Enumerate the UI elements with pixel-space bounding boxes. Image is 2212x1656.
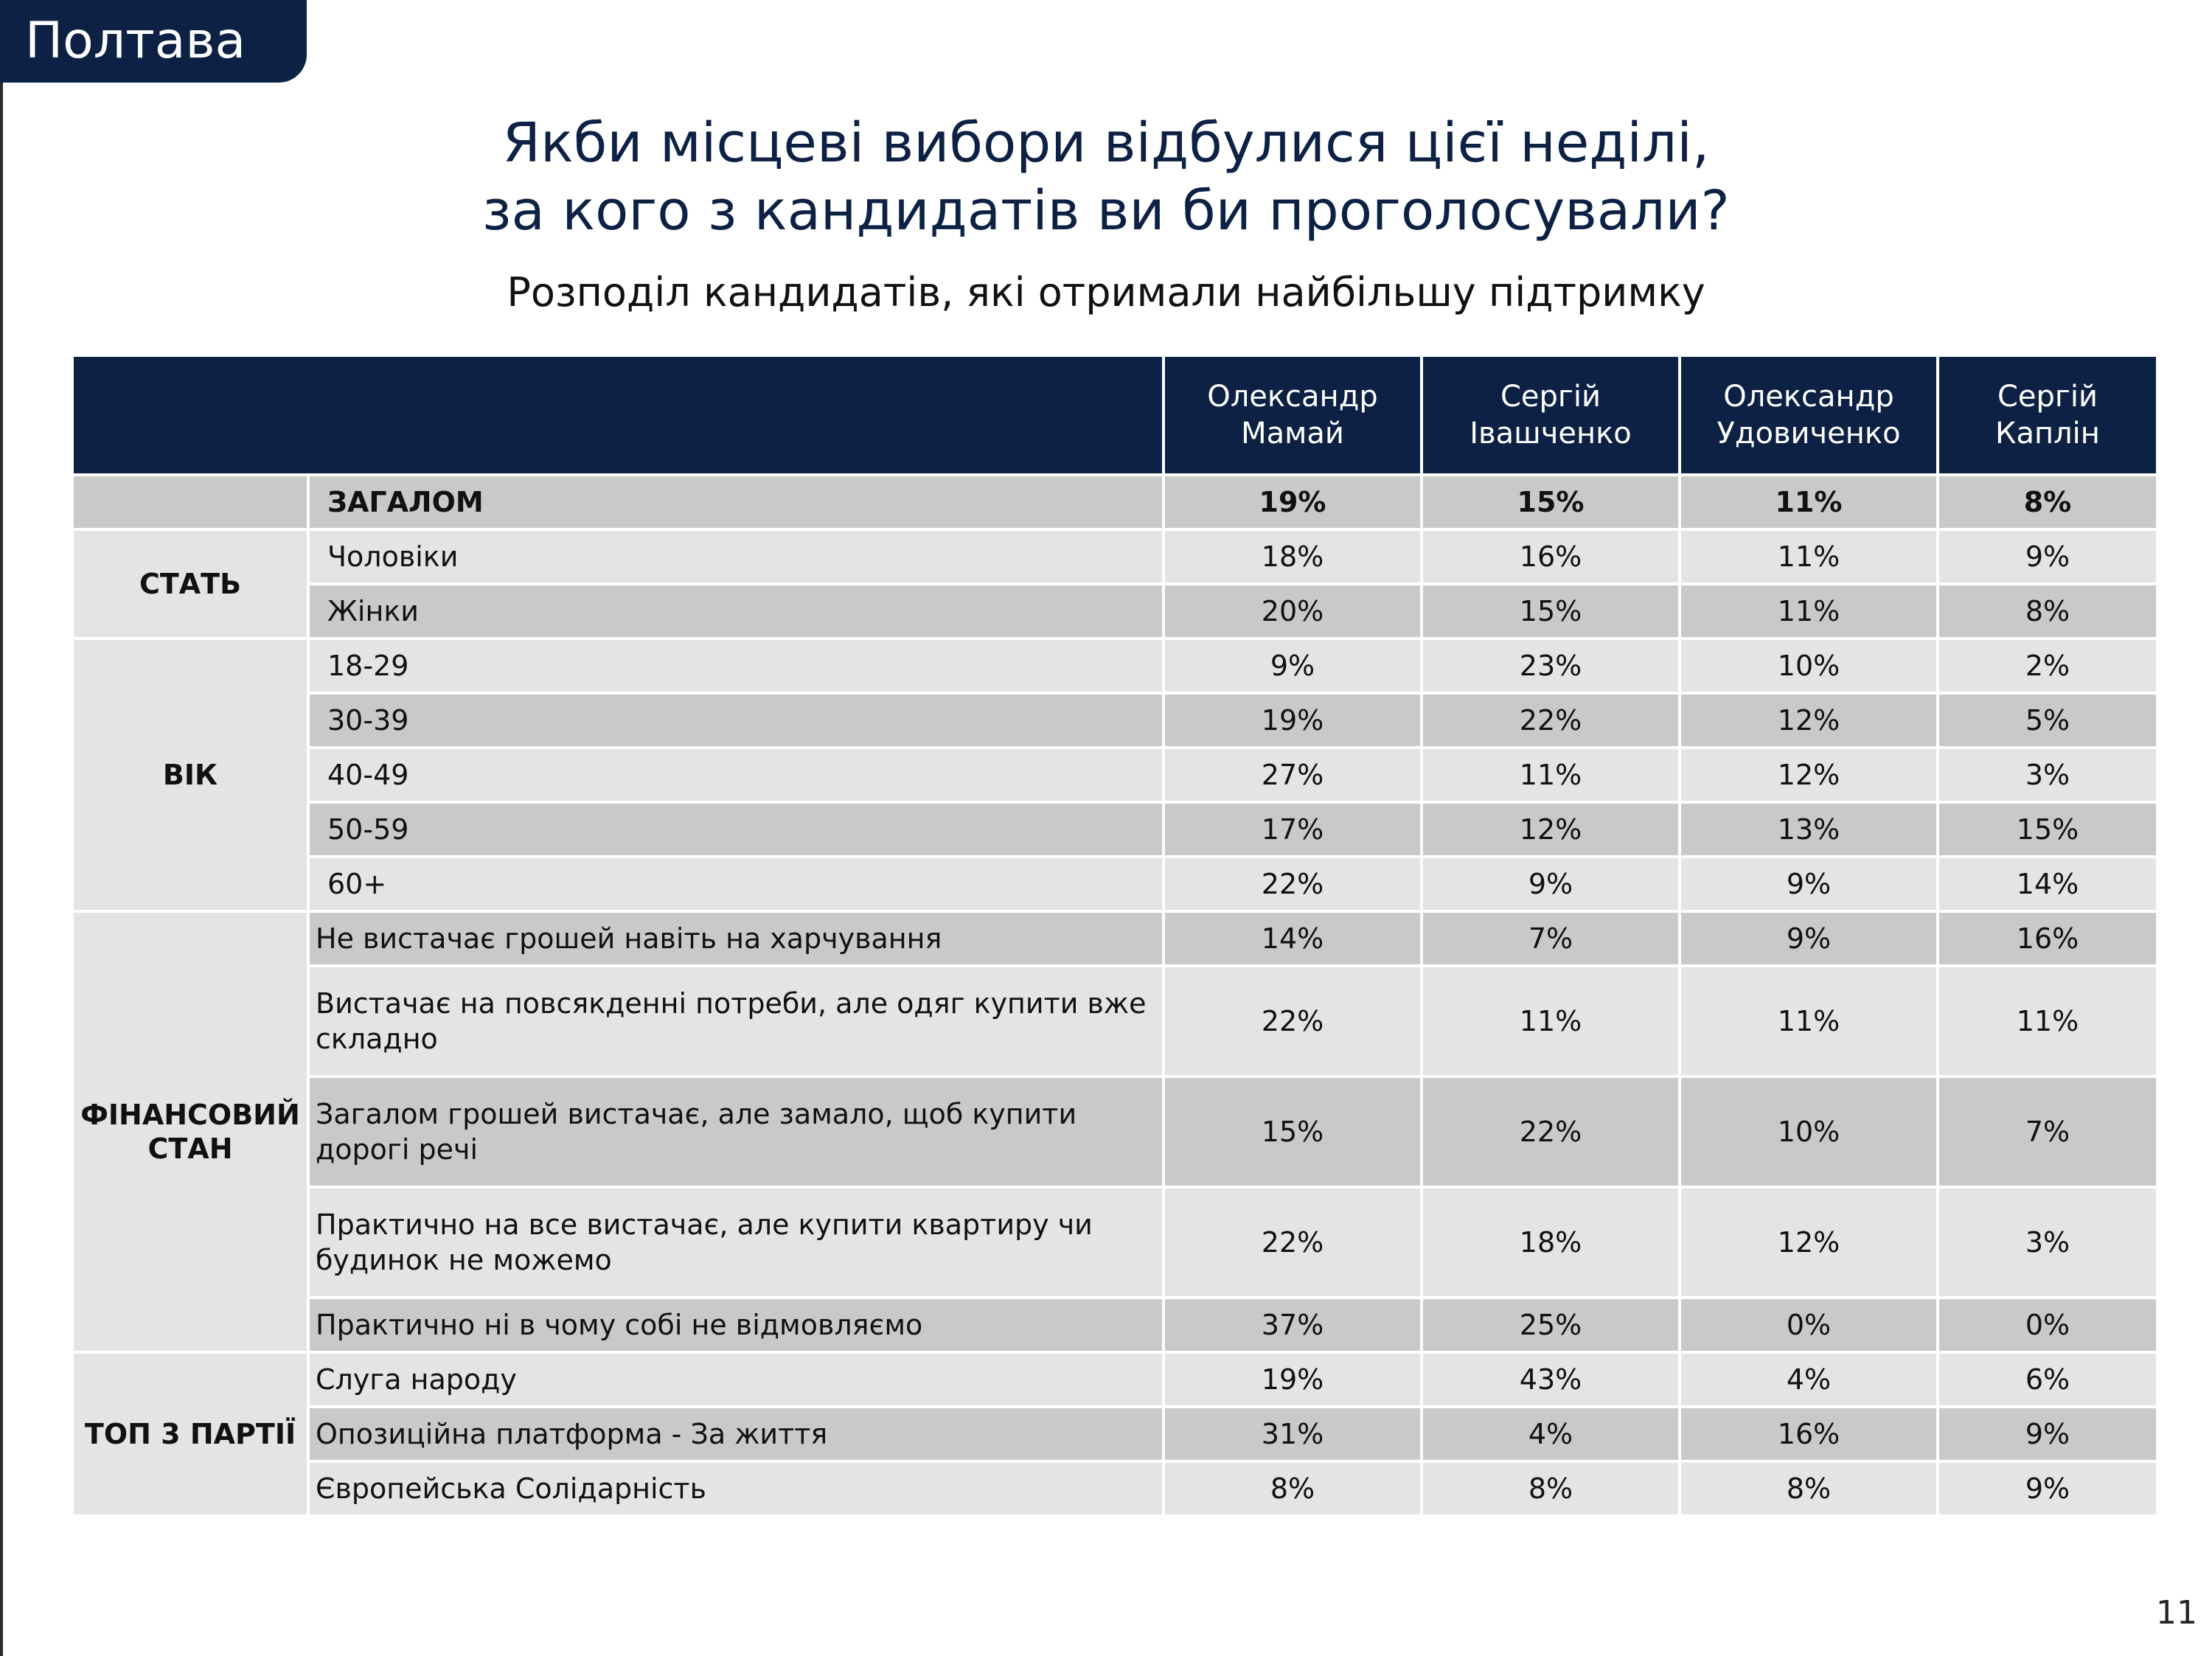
table-row [74, 476, 2156, 528]
value-cell: 14% [1939, 858, 2156, 910]
value-cell: 12% [1681, 749, 1936, 801]
table-row [74, 804, 2156, 855]
row-label: Вистачає на повсякденні потреби, але одяг купити вже складно [310, 967, 1162, 1075]
value-cell: 13% [1681, 804, 1936, 855]
table-row [74, 695, 2156, 746]
value-cell: 19% [1165, 1354, 1420, 1405]
value-cell: 11% [1681, 585, 1936, 637]
row-label: Слуга народу [310, 1354, 1162, 1405]
city-tab [0, 0, 307, 83]
value-cell: 8% [1165, 1463, 1420, 1514]
row-label: 40-49 [310, 749, 1162, 801]
value-cell: 22% [1423, 1078, 1678, 1186]
table-row [74, 858, 2156, 910]
value-cell: 9% [1939, 531, 2156, 582]
value-cell: 18% [1165, 531, 1420, 582]
value-cell: 20% [1165, 585, 1420, 637]
table-row [74, 1463, 2156, 1514]
value-cell: 27% [1165, 749, 1420, 801]
value-cell: 6% [1939, 1354, 2156, 1405]
group-label-parties: ТОП 3 ПАРТІЇ [74, 1354, 307, 1514]
value-cell: 8% [1939, 585, 2156, 637]
page-subtitle: Розподіл кандидатів, які отримали найбільшу підтримку [507, 269, 1705, 316]
value-cell: 18% [1423, 1189, 1678, 1296]
value-cell: 15% [1165, 1078, 1420, 1186]
value-cell: 9% [1681, 858, 1936, 910]
value-cell: 11% [1423, 967, 1678, 1075]
value-cell: 22% [1165, 858, 1420, 910]
value-cell: 12% [1681, 695, 1936, 746]
value-cell: 4% [1423, 1408, 1678, 1460]
row-label: Чоловіки [310, 531, 1162, 582]
row-label: Загалом грошей вистачає, але замало, щоб купити дорогі речі [310, 1078, 1162, 1186]
row-label: Жінки [310, 585, 1162, 637]
value-cell: 11% [1939, 967, 2156, 1075]
city-label: Полтава [25, 12, 246, 70]
value-cell: 12% [1423, 804, 1678, 855]
table-row [74, 1354, 2156, 1405]
group-label-age: ВІК [74, 640, 307, 910]
column-header-ivashchenko: Сергій Івашченко [1423, 357, 1678, 473]
value-cell: 0% [1681, 1299, 1936, 1351]
table-row [74, 749, 2156, 801]
value-cell: 31% [1165, 1408, 1420, 1460]
value-cell: 8% [1939, 476, 2156, 528]
row-label: 50-59 [310, 804, 1162, 855]
table-row [74, 640, 2156, 692]
row-label: 18-29 [310, 640, 1162, 692]
value-cell: 2% [1939, 640, 2156, 692]
value-cell: 11% [1681, 967, 1936, 1075]
value-cell: 12% [1681, 1189, 1936, 1296]
table-header-row [74, 357, 2156, 473]
row-label: Практично на все вистачає, але купити квартиру чи будинок не можемо [310, 1189, 1162, 1296]
value-cell: 3% [1939, 1189, 2156, 1296]
value-cell: 11% [1681, 531, 1936, 582]
table-row [74, 585, 2156, 637]
row-label: 30-39 [310, 695, 1162, 746]
group-cell-total [74, 476, 307, 528]
value-cell: 11% [1423, 749, 1678, 801]
value-cell: 9% [1165, 640, 1420, 692]
value-cell: 19% [1165, 695, 1420, 746]
page-title [0, 109, 2212, 245]
value-cell: 25% [1423, 1299, 1678, 1351]
table-row [74, 1408, 2156, 1460]
column-header-mamai: Олександр Мамай [1165, 357, 1420, 473]
value-cell: 8% [1423, 1463, 1678, 1514]
value-cell: 15% [1423, 585, 1678, 637]
value-cell: 16% [1423, 531, 1678, 582]
row-label: Опозиційна платформа - За життя [310, 1408, 1162, 1460]
page-title-line1: Якби місцеві вибори відбулися цієї неділі, [502, 111, 1710, 175]
value-cell: 9% [1681, 913, 1936, 964]
value-cell: 15% [1423, 476, 1678, 528]
value-cell: 9% [1423, 858, 1678, 910]
row-label: ЗАГАЛОМ [310, 476, 1162, 528]
value-cell: 22% [1165, 1189, 1420, 1296]
value-cell: 17% [1165, 804, 1420, 855]
value-cell: 7% [1939, 1078, 2156, 1186]
table-row [74, 967, 2156, 1075]
table-row [74, 531, 2156, 582]
value-cell: 5% [1939, 695, 2156, 746]
row-label: Європейська Солідарність [310, 1463, 1162, 1514]
left-border [0, 0, 3, 1656]
value-cell: 8% [1681, 1463, 1936, 1514]
column-header-udovychenko: Олександр Удовиченко [1681, 357, 1936, 473]
value-cell: 43% [1423, 1354, 1678, 1405]
table-row [74, 1189, 2156, 1296]
header-blank-cell [74, 357, 1162, 473]
row-label: Не вистачає грошей навіть на харчування [310, 913, 1162, 964]
column-header-kaplin: Сергій Каплін [1939, 357, 2156, 473]
value-cell: 15% [1939, 804, 2156, 855]
table-row [74, 913, 2156, 964]
results-table [71, 354, 2159, 1517]
row-label: Практично ні в чому собі не відмовляємо [310, 1299, 1162, 1351]
table-row [74, 1299, 2156, 1351]
value-cell: 9% [1939, 1463, 2156, 1514]
value-cell: 22% [1423, 695, 1678, 746]
table-row [74, 1078, 2156, 1186]
value-cell: 10% [1681, 640, 1936, 692]
value-cell: 16% [1939, 913, 2156, 964]
value-cell: 16% [1681, 1408, 1936, 1460]
value-cell: 14% [1165, 913, 1420, 964]
value-cell: 11% [1681, 476, 1936, 528]
value-cell: 22% [1165, 967, 1420, 1075]
value-cell: 10% [1681, 1078, 1936, 1186]
value-cell: 3% [1939, 749, 2156, 801]
page-number: 11 [2156, 1594, 2197, 1632]
value-cell: 7% [1423, 913, 1678, 964]
value-cell: 37% [1165, 1299, 1420, 1351]
value-cell: 23% [1423, 640, 1678, 692]
value-cell: 9% [1939, 1408, 2156, 1460]
group-label-sex: СТАТЬ [74, 531, 307, 637]
page-title-line2: за кого з кандидатів ви би проголосували? [482, 179, 1730, 243]
group-label-finance: ФІНАНСОВИЙ СТАН [74, 913, 307, 1351]
value-cell: 19% [1165, 476, 1420, 528]
value-cell: 4% [1681, 1354, 1936, 1405]
row-label: 60+ [310, 858, 1162, 910]
value-cell: 0% [1939, 1299, 2156, 1351]
